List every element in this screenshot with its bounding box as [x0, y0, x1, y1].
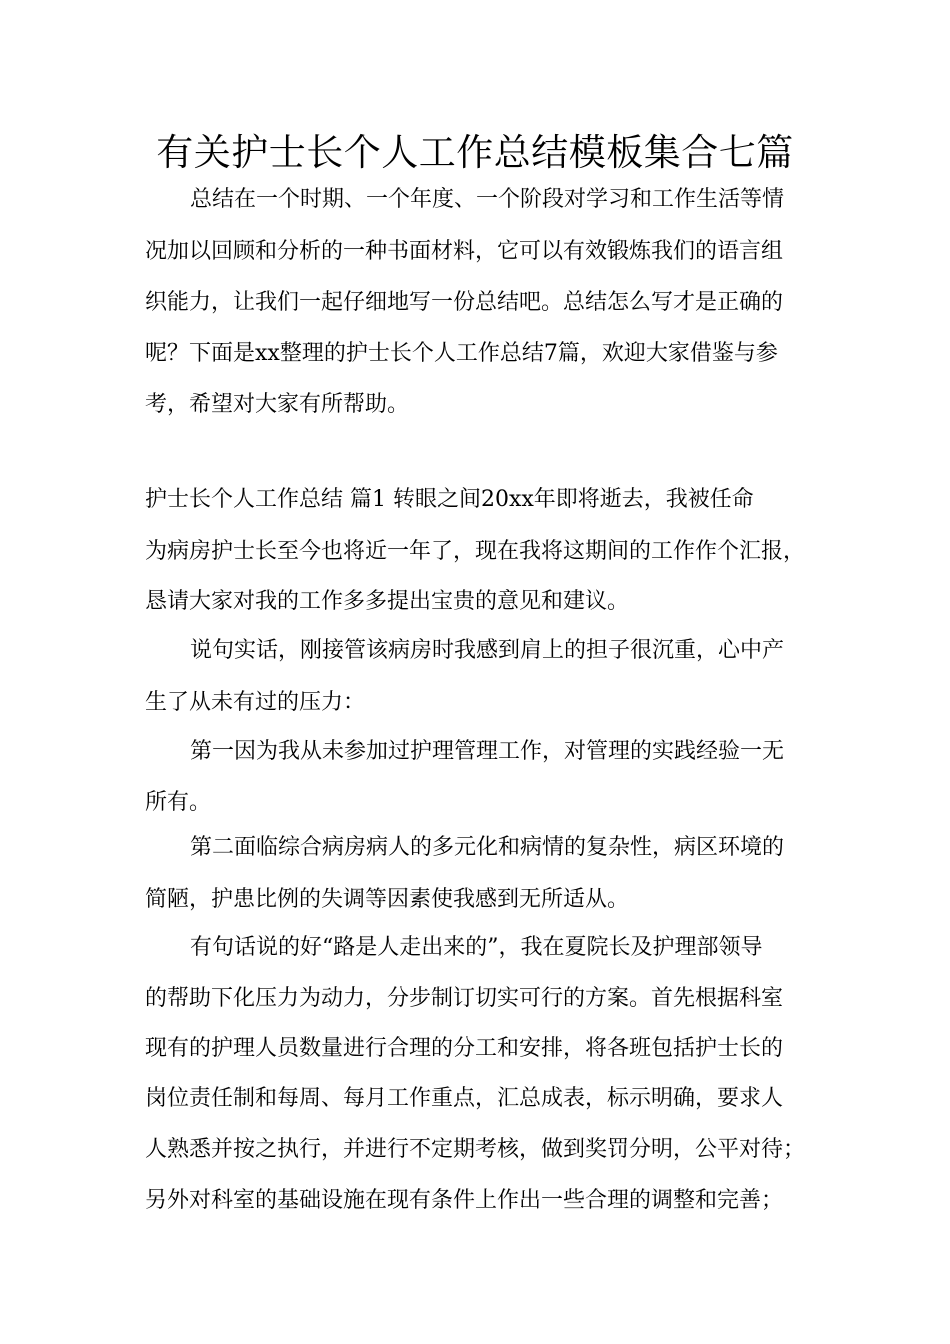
- paragraph-line: 所有。: [145, 790, 212, 815]
- paragraph-line: 岗位责任制和每周、每月工作重点，汇总成表，标示明确，要求人: [145, 1086, 784, 1111]
- paragraph-line: 总结在一个时期、一个年度、一个阶段对学习和工作生活等情: [190, 187, 785, 212]
- paragraph-line: 说句实话，刚接管该病房时我感到肩上的担子很沉重，心中产: [190, 638, 785, 663]
- paragraph-line: 现有的护理人员数量进行合理的分工和安排，将各班包括护士长的: [145, 1036, 784, 1061]
- paragraph-line: 有句话说的好“路是人走出来的”，我在夏院长及护理部领导: [190, 935, 763, 960]
- paragraph-line: 第二面临综合病房病人的多元化和病情的复杂性，病区环境的: [190, 835, 785, 860]
- paragraph-line: 生了从未有过的压力：: [145, 690, 366, 715]
- paragraph-line: 的帮助下化压力为动力，分步制订切实可行的方案。首先根据科室: [145, 986, 784, 1011]
- paragraph-line: 为病房护士长至今也将近一年了，现在我将这期间的工作作个汇报，: [145, 539, 806, 564]
- paragraph-line: 第一因为我从未参加过护理管理工作，对管理的实践经验一无: [190, 739, 785, 764]
- paragraph-line: 人熟悉并按之执行，并进行不定期考核，做到奖罚分明，公平对待；: [145, 1137, 806, 1162]
- paragraph-line: 简陋，护患比例的失调等因素使我感到无所适从。: [145, 887, 630, 912]
- paragraph-line: 况加以回顾和分析的一种书面材料，它可以有效锻炼我们的语言组: [145, 239, 784, 264]
- paragraph-line: 恳请大家对我的工作多多提出宝贵的意见和建议。: [145, 589, 630, 614]
- section-heading-line: 护士长个人工作总结 篇1 转眼之间20xx年即将逝去，我被任命: [145, 487, 754, 512]
- paragraph-line: 织能力，让我们一起仔细地写一份总结吧。总结怎么写才是正确的: [145, 290, 784, 315]
- paragraph-line: 考，希望对大家有所帮助。: [145, 392, 410, 417]
- paragraph-line: 呢？下面是xx整理的护士长个人工作总结7篇，欢迎大家借鉴与参: [145, 341, 778, 366]
- paragraph-line: 另外对科室的基础设施在现有条件上作出一些合理的调整和完善；: [145, 1188, 784, 1213]
- document-title: 有关护士长个人工作总结模板集合七篇: [156, 131, 794, 174]
